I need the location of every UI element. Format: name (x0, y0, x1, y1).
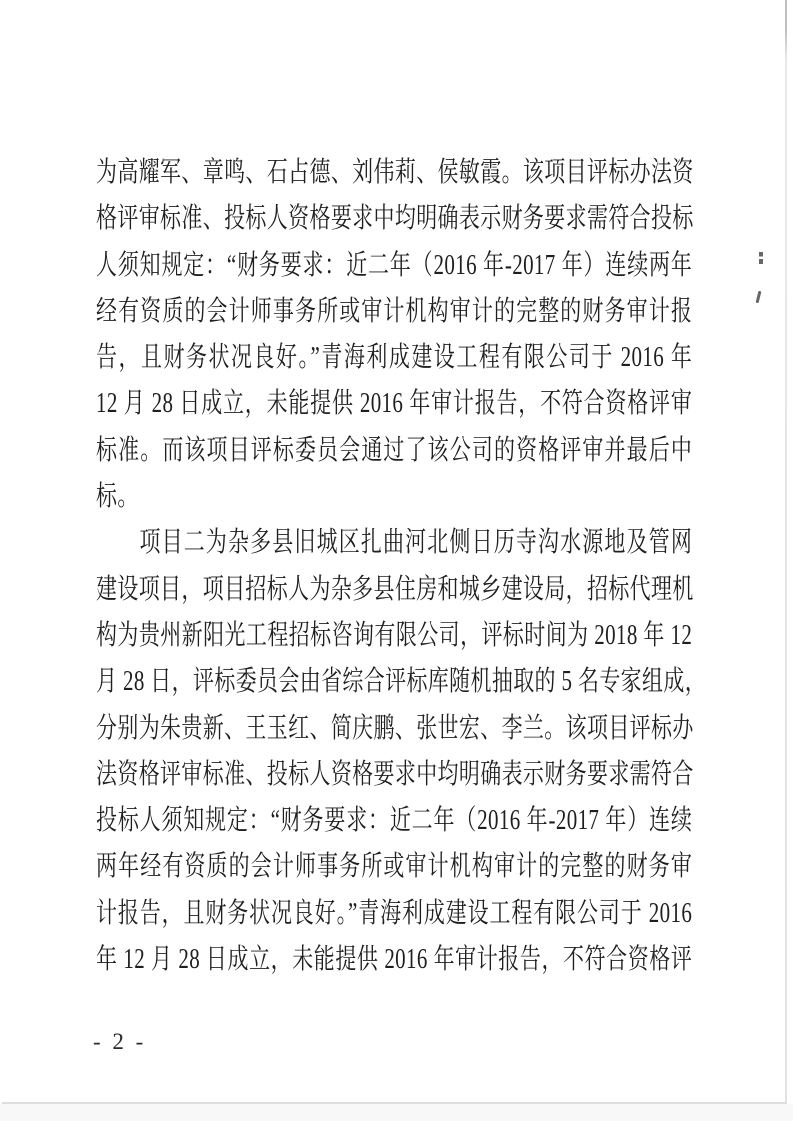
text-line: 为高耀军、章鸣、石占德、刘伟莉、侯敏霞。该项目评标办法资 (96, 157, 694, 188)
scan-background-strip (0, 1104, 793, 1121)
text-line: 人须知规定：“财务要求：近二年（2016 年-2017 年）连续两年 (96, 249, 693, 281)
text-line: 投标人须知规定：“财务要求：近二年（2016 年-2017 年）连续 (96, 805, 693, 837)
text-line: 标准。而该项目评标委员会通过了该公司的资格评审并最后中 (96, 434, 693, 466)
scan-page-right-edge (785, 0, 787, 1104)
text-line: 月 28 日，评标委员会由省综合评标库随机抽取的 5 名专家组成， (96, 666, 707, 698)
page-number: - 2 - (93, 1029, 147, 1054)
text-line: 项目二为杂多县旧城区扎曲河北侧日历寺沟水源地及管网 (139, 527, 693, 559)
text-line: 构为贵州新阳光工程招标咨询有限公司，评标时间为 2018 年 12 (96, 619, 693, 651)
scan-speck-mark (756, 291, 762, 303)
text-line: 经有资质的会计师事务所或审计机构审计的完整的财务审计报 (96, 295, 693, 327)
text-line: 建设项目，项目招标人为杂多县住房和城乡建设局，招标代理机 (96, 573, 694, 605)
text-line: 告，且财务状况良好。”青海利成建设工程有限公司于 2016 年 (96, 342, 693, 374)
text-line: 计报告，且财务状况良好。”青海利成建设工程有限公司于 2016 (96, 897, 693, 929)
text-line: 格评审标准、投标人资格要求中均明确表示财务要求需符合投标 (96, 203, 694, 235)
paragraph-1 (96, 150, 692, 520)
text-line: 标。 (96, 481, 139, 513)
paragraph-2 (96, 520, 707, 983)
text-line: 年 12 月 28 日成立，未能提供 2016 年审计报告，不符合资格评 (96, 944, 693, 976)
text-line: 12 月 28 日成立，未能提供 2016 年审计报告，不符合资格评审 (96, 388, 693, 420)
text-line: 法资格评审标准、投标人资格要求中均明确表示财务要求需符合 (96, 758, 694, 790)
document-text-block (96, 150, 707, 983)
scan-speck-mark (759, 252, 763, 264)
text-line: 分别为朱贵新、王玉红、简庆鹏、张世宏、李兰。该项目评标办 (96, 712, 694, 744)
text-line: 两年经有资质的会计师事务所或审计机构审计的完整的财务审 (96, 851, 693, 883)
